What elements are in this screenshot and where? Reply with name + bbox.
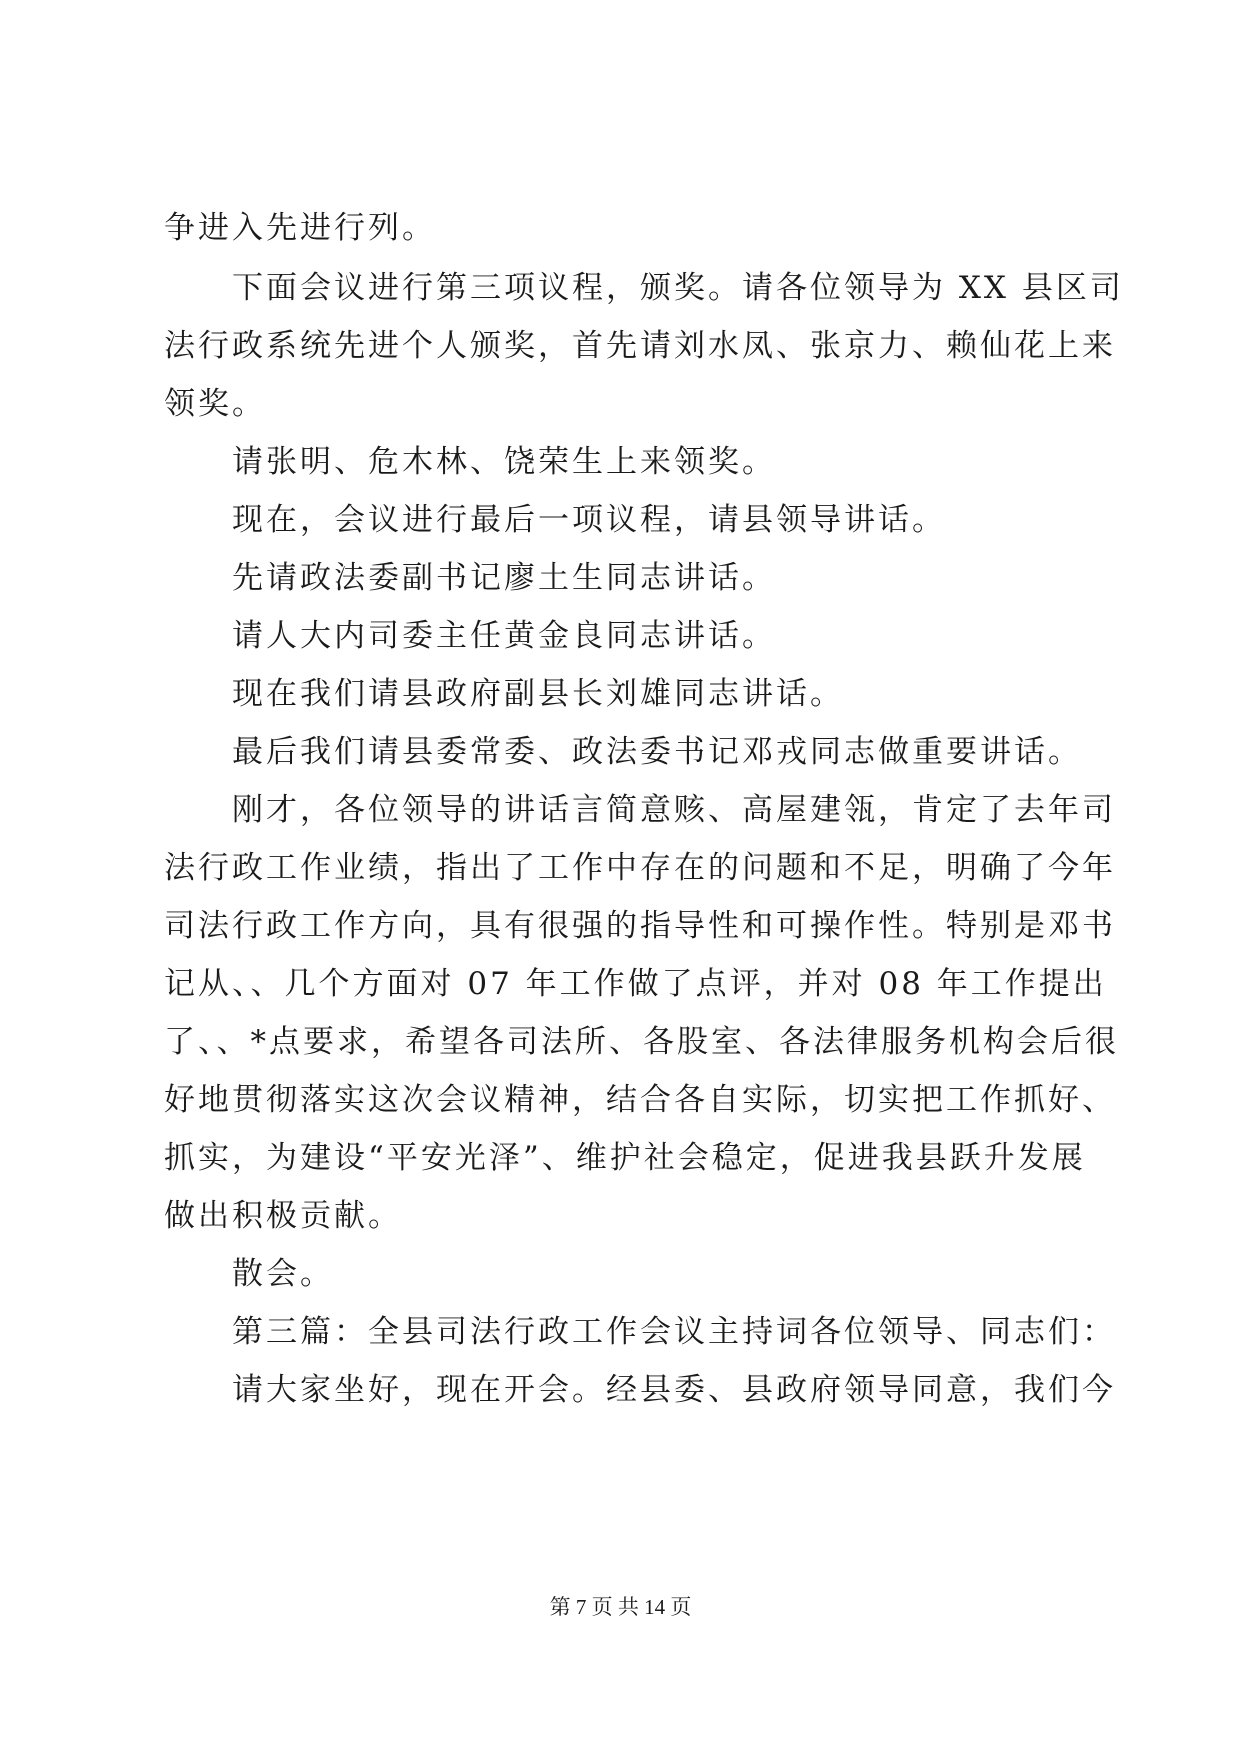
text-line: 了、、*点要求，希望各司法所、各股室、各法律服务机构会后很 xyxy=(164,1024,1119,1060)
text-line: 争进入先进行列。 xyxy=(164,210,436,246)
text-line: 领奖。 xyxy=(164,386,266,422)
page-number-footer: 第 7 页 共 14 页 xyxy=(549,1595,692,1619)
text-line: 先请政法委副书记廖土生同志讲话。 xyxy=(232,560,776,596)
text-line: 请人大内司委主任黄金良同志讲话。 xyxy=(232,618,776,654)
text-line: 法行政系统先进个人颁奖，首先请刘水凤、张京力、赖仙花上来 xyxy=(164,328,1116,364)
text-line: 请大家坐好，现在开会。经县委、县政府领导同意，我们今 xyxy=(232,1372,1116,1408)
text-line: 第三篇：全县司法行政工作会议主持词各位领导、同志们： xyxy=(232,1314,1116,1350)
text-line: 记从、、几个方面对 07 年工作做了点评，并对 08 年工作提出 xyxy=(164,966,1107,1002)
text-line: 现在我们请县政府副县长刘雄同志讲话。 xyxy=(232,676,844,712)
text-line: 请张明、危木林、饶荣生上来领奖。 xyxy=(232,444,776,480)
text-line: 法行政工作业绩，指出了工作中存在的问题和不足，明确了今年 xyxy=(164,850,1116,886)
text-line: 下面会议进行第三项议程，颁奖。请各位领导为 XX 县区司 xyxy=(232,270,1124,306)
text-line: 做出积极贡献。 xyxy=(164,1198,402,1234)
text-line: 司法行政工作方向，具有很强的指导性和可操作性。特别是邓书 xyxy=(164,908,1116,944)
text-line: 现在，会议进行最后一项议程，请县领导讲话。 xyxy=(232,502,946,538)
text-line: 散会。 xyxy=(232,1256,334,1292)
text-line: 抓实，为建设“平安光泽”、维护社会稳定，促进我县跃升发展 xyxy=(164,1140,1086,1176)
text-line: 刚才，各位领导的讲话言简意赅、高屋建瓴，肯定了去年司 xyxy=(232,792,1116,828)
text-line: 最后我们请县委常委、政法委书记邓戎同志做重要讲话。 xyxy=(232,734,1082,770)
text-line: 好地贯彻落实这次会议精神，结合各自实际，切实把工作抓好、 xyxy=(164,1082,1116,1118)
